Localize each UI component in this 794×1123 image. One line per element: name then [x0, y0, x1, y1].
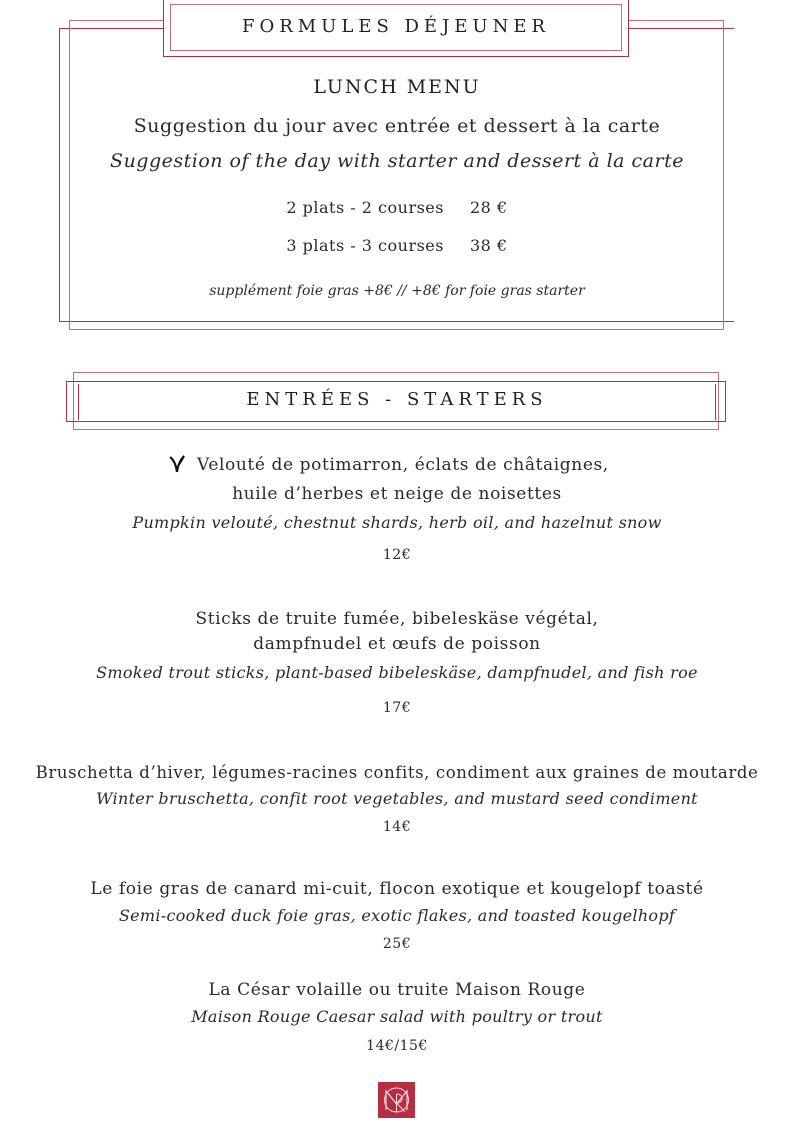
- offer-price: 28 €: [469, 198, 508, 217]
- starters-title: ENTRÉES - STARTERS: [246, 389, 548, 410]
- dish-price: 12€: [382, 547, 412, 563]
- dish-name-fr-line2: dampfnudel et œufs de poisson: [253, 634, 541, 654]
- offer-label: 3 plats - 3 courses: [286, 236, 444, 255]
- lunch-heading: LUNCH MENU: [313, 76, 481, 98]
- lunch-description-fr: Suggestion du jour avec entrée et dessert à la carte: [133, 115, 661, 137]
- dish-name-fr: La César volaille ou truite Maison Rouge: [208, 980, 586, 1000]
- dish-name-fr: Bruschetta d’hiver, légumes-racines confits, condiment aux graines de moutarde: [35, 763, 759, 782]
- dish-price: 17€: [382, 700, 412, 716]
- dish-price: 14€: [382, 819, 412, 835]
- dish-name-en: Smoked trout sticks, plant-based bibeleskäse, dampfnudel, and fish roe: [96, 663, 698, 682]
- lunch-title-box: [163, 0, 629, 57]
- maison-rouge-monogram-logo: [378, 1082, 415, 1118]
- frame-line: [59, 28, 164, 29]
- lunch-title: FORMULES DÉJEUNER: [241, 16, 551, 37]
- offer-label: 2 plats - 2 courses: [286, 198, 444, 217]
- dish-price: 25€: [382, 936, 412, 952]
- dish-name-fr-line2: huile d’herbes et neige de noisettes: [232, 484, 562, 504]
- vegetarian-leaf-icon: [168, 454, 186, 474]
- frame-line: [69, 20, 164, 21]
- lunch-offer-row: [0, 198, 794, 217]
- frame-line: [69, 329, 724, 330]
- lunch-description-en: Suggestion of the day with starter and dessert à la carte: [110, 150, 684, 172]
- dish-price: 14€/15€: [366, 1038, 428, 1054]
- dish-name-fr: Le foie gras de canard mi-cuit, flocon exotique et kougelopf toasté: [90, 879, 704, 899]
- foie-gras-supplement: supplément foie gras +8€ // +8€ for foie gras starter: [209, 283, 585, 299]
- dish-name-fr: Sticks de truite fumée, bibeleskäse végétal,: [195, 609, 599, 629]
- frame-line: [59, 321, 734, 322]
- dish-name-en: Winter bruschetta, confit root vegetables, and mustard seed condiment: [96, 789, 698, 808]
- frame-line: [628, 28, 734, 29]
- monogram-icon: [378, 1082, 415, 1118]
- frame-line: [59, 28, 60, 322]
- offer-price: 38 €: [469, 236, 508, 255]
- lunch-offer-row: [0, 236, 794, 255]
- dish-name-en: Maison Rouge Caesar salad with poultry or trout: [191, 1007, 603, 1026]
- dish-name-fr: Velouté de potimarron, éclats de châtaignes,: [197, 455, 609, 475]
- dish-name-en: Semi-cooked duck foie gras, exotic flakes, and toasted kougelhopf: [118, 906, 676, 925]
- frame-line: [628, 20, 723, 21]
- dish-name-en: Pumpkin velouté, chestnut shards, herb oil, and hazelnut snow: [132, 513, 662, 532]
